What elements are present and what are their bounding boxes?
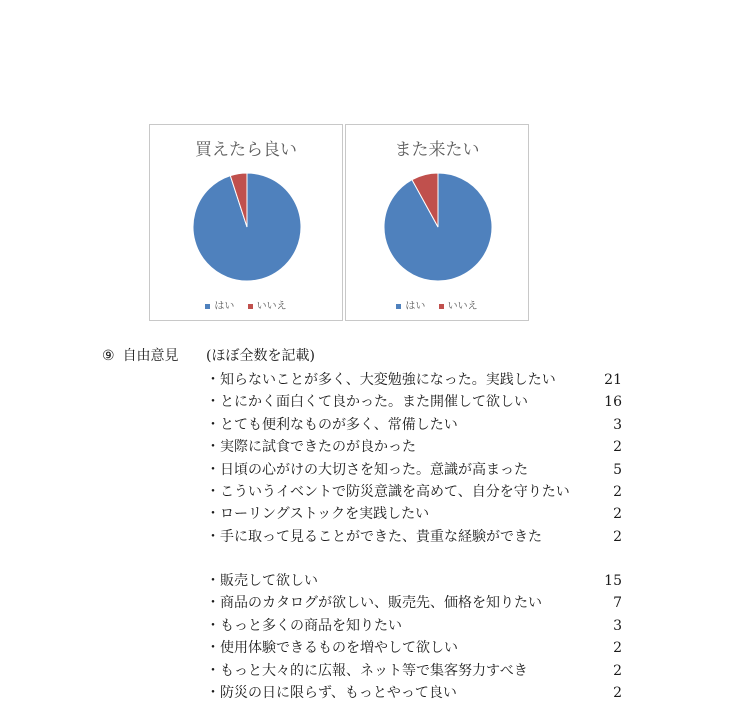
- legend-label: いいえ: [447, 301, 478, 312]
- opinion-text: ・こういうイベントで防災意識を高めて、自分を守りたい: [206, 483, 570, 500]
- legend-swatch-yes: [396, 304, 401, 309]
- list-item: [206, 481, 622, 503]
- list-item: [206, 414, 622, 436]
- opinion-count: 2: [613, 506, 622, 523]
- opinion-text: ・商品のカタログが欲しい、販売先、価格を知りたい: [206, 595, 542, 612]
- opinion-count: 2: [613, 662, 622, 679]
- pie-chart: [150, 125, 344, 322]
- list-item: [206, 637, 622, 659]
- opinion-list-2: [206, 570, 622, 704]
- opinion-text: ・もっと多くの商品を知りたい: [206, 617, 402, 634]
- pie-chart: [346, 125, 530, 322]
- opinion-count: 15: [604, 573, 622, 589]
- opinion-count: 7: [613, 595, 622, 612]
- legend-item-no: [439, 297, 478, 312]
- opinion-text: ・ローリングストックを実践したい: [206, 506, 430, 523]
- opinion-text: ・とても便利なものが多く、常備したい: [206, 416, 458, 433]
- chart-title: また来たい: [394, 140, 480, 160]
- list-item: [206, 436, 622, 458]
- opinion-count: 2: [613, 684, 622, 701]
- chart-card-buy: [149, 124, 343, 321]
- legend-swatch-no: [439, 304, 444, 309]
- legend-item-yes: [396, 297, 425, 312]
- list-item: [206, 459, 622, 481]
- opinion-count: 3: [613, 416, 622, 433]
- list-item: [206, 570, 622, 592]
- chart-card-revisit: [345, 124, 529, 321]
- opinion-count: 3: [613, 617, 622, 634]
- list-item: [206, 592, 622, 614]
- opinion-text: ・もっと大々的に広報、ネット等で集客努力すべき: [206, 662, 528, 679]
- opinion-count: 2: [613, 483, 622, 500]
- legend-label: いいえ: [256, 301, 287, 312]
- list-item: [206, 615, 622, 637]
- chart-legend: [150, 297, 342, 312]
- section-number: ⑨: [102, 348, 115, 364]
- opinion-text: ・日頃の心がけの大切さを知った。意識が高まった: [206, 461, 528, 478]
- legend-item-yes: [205, 297, 234, 312]
- opinion-count: 21: [604, 372, 622, 388]
- opinion-text: ・防災の日に限らず、もっとやって良い: [206, 684, 457, 701]
- legend-item-no: [248, 297, 287, 312]
- opinion-count: 2: [613, 528, 622, 545]
- chart-title: 買えたら良い: [195, 140, 297, 160]
- section-heading: [102, 347, 315, 365]
- opinion-text: ・使用体験できるものを増やして欲しい: [206, 640, 458, 657]
- legend-swatch-yes: [205, 304, 210, 309]
- opinion-count: 2: [613, 439, 622, 456]
- opinion-count: 2: [613, 640, 622, 657]
- opinion-list-1: [206, 369, 622, 548]
- section-title: 自由意見: [122, 348, 179, 364]
- opinion-text: ・知らないことが多く、大変勉強になった。実践したい: [206, 372, 556, 388]
- list-item: [206, 526, 622, 548]
- opinion-count: 16: [604, 394, 622, 411]
- list-item: [206, 391, 622, 413]
- chart-legend: [346, 297, 528, 312]
- legend-swatch-no: [248, 304, 253, 309]
- opinion-text: ・手に取って見ることができた、貴重な経験ができた: [206, 528, 542, 545]
- list-item: [206, 660, 622, 682]
- section-note: (ほぼ全数を記載): [206, 348, 315, 364]
- opinion-count: 5: [613, 461, 622, 478]
- opinion-text: ・実際に試食できたのが良かった: [206, 439, 416, 456]
- opinion-text: ・販売して欲しい: [206, 573, 318, 589]
- opinion-text: ・とにかく面白くて良かった。また開催して欲しい: [206, 394, 528, 411]
- list-item: [206, 369, 622, 391]
- legend-label: はい: [214, 301, 235, 312]
- list-item: [206, 503, 622, 525]
- legend-label: はい: [405, 301, 426, 312]
